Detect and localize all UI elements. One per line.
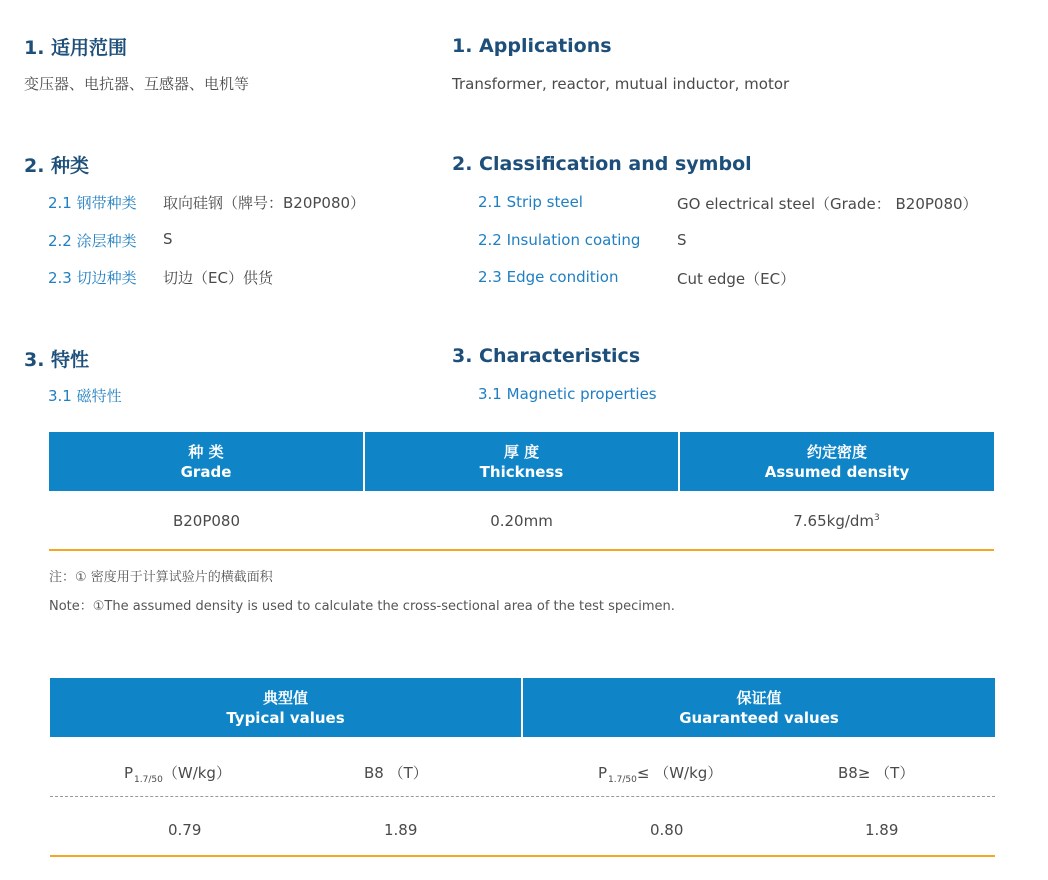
magnetic-table [50, 678, 995, 737]
coating-value-zh: S [163, 230, 173, 248]
strip-steel-label-en: 2.1 Strip steel [478, 193, 583, 211]
section-1-text-zh: 变压器、电抗器、互感器、电机等 [24, 75, 250, 93]
strip-steel-value-zh: 取向硅钢（牌号：B20P080） [163, 194, 366, 212]
grade-header-zh: 种 类 [188, 442, 224, 461]
coating-label-zh: 2.2 涂层种类 [48, 232, 137, 250]
typical-header-en: Typical values [226, 708, 345, 727]
guaranteed-header-en: Guaranteed values [679, 708, 839, 727]
typical-b-label: B8 （T） [364, 764, 428, 782]
typical-p-value: 0.79 [168, 821, 202, 839]
thickness-header [364, 432, 679, 491]
coating-value-en: S [677, 231, 687, 249]
p-subscript: 1.7/50 [608, 775, 637, 785]
thickness-cell: 0.20mm [490, 512, 553, 530]
section-2-title-en: 2. Classification and symbol [452, 153, 752, 175]
dashed-divider [50, 796, 995, 797]
guaranteed-b-value: 1.89 [865, 821, 899, 839]
typical-header [50, 678, 522, 737]
section-3-title-en: 3. Characteristics [452, 345, 641, 367]
density-header-en: Assumed density [764, 462, 910, 481]
guaranteed-header-zh: 保证值 [736, 688, 782, 707]
section-1-title-zh: 1. 适用范围 [24, 37, 128, 59]
grade-header [49, 432, 364, 491]
grade-cell: B20P080 [172, 512, 241, 530]
typical-p-label [124, 762, 231, 785]
table-divider-bottom [50, 855, 995, 857]
guaranteed-p-value: 0.80 [650, 821, 684, 839]
typical-p-unit: （W/kg） [162, 764, 231, 782]
p-symbol: P [598, 764, 608, 782]
coating-label-en: 2.2 Insulation coating [478, 231, 641, 249]
table-row [49, 491, 994, 551]
guaranteed-b-label: B8≥ （T） [838, 764, 915, 782]
guaranteed-p-label [598, 762, 722, 785]
density-note-en: Note：①The assumed density is used to calculate the cross-sectional area of the test specimen. [49, 599, 675, 614]
edge-label-en: 2.3 Edge condition [478, 268, 619, 286]
p-subscript: 1.7/50 [134, 775, 163, 785]
density-header-zh: 约定密度 [806, 442, 867, 461]
guaranteed-p-unit: ≤ （W/kg） [636, 764, 723, 782]
typical-b-value: 1.89 [384, 821, 418, 839]
section-3-title-zh: 3. 特性 [24, 349, 90, 371]
grade-table [49, 432, 994, 551]
density-note-zh: 注：① 密度用于计算试验片的横截面积 [49, 570, 273, 585]
edge-value-en: Cut edge（EC） [677, 270, 796, 288]
density-header [679, 432, 994, 491]
guaranteed-header [522, 678, 995, 737]
edge-value-zh: 切边（EC）供货 [163, 269, 273, 287]
thickness-header-en: Thickness [479, 462, 564, 481]
strip-steel-value-en: GO electrical steel（Grade： B20P080） [677, 195, 978, 213]
thickness-header-zh: 厚 度 [503, 442, 540, 461]
density-cell [679, 491, 994, 551]
typical-header-zh: 典型值 [262, 688, 308, 707]
grade-header-en: Grade [180, 462, 232, 481]
section-1-title-en: 1. Applications [452, 35, 612, 57]
table-divider [49, 549, 994, 551]
p-symbol: P [124, 764, 134, 782]
strip-steel-label-zh: 2.1 钢带种类 [48, 194, 137, 212]
density-value: 7.65kg/dm [793, 512, 875, 530]
density-superscript: 3 [874, 513, 880, 523]
edge-label-zh: 2.3 切边种类 [48, 269, 137, 287]
magnetic-subtitle-zh: 3.1 磁特性 [48, 387, 122, 405]
section-2-title-zh: 2. 种类 [24, 155, 90, 177]
magnetic-subtitle-en: 3.1 Magnetic properties [478, 385, 657, 403]
section-1-text-en: Transformer, reactor, mutual inductor, motor [452, 75, 790, 93]
